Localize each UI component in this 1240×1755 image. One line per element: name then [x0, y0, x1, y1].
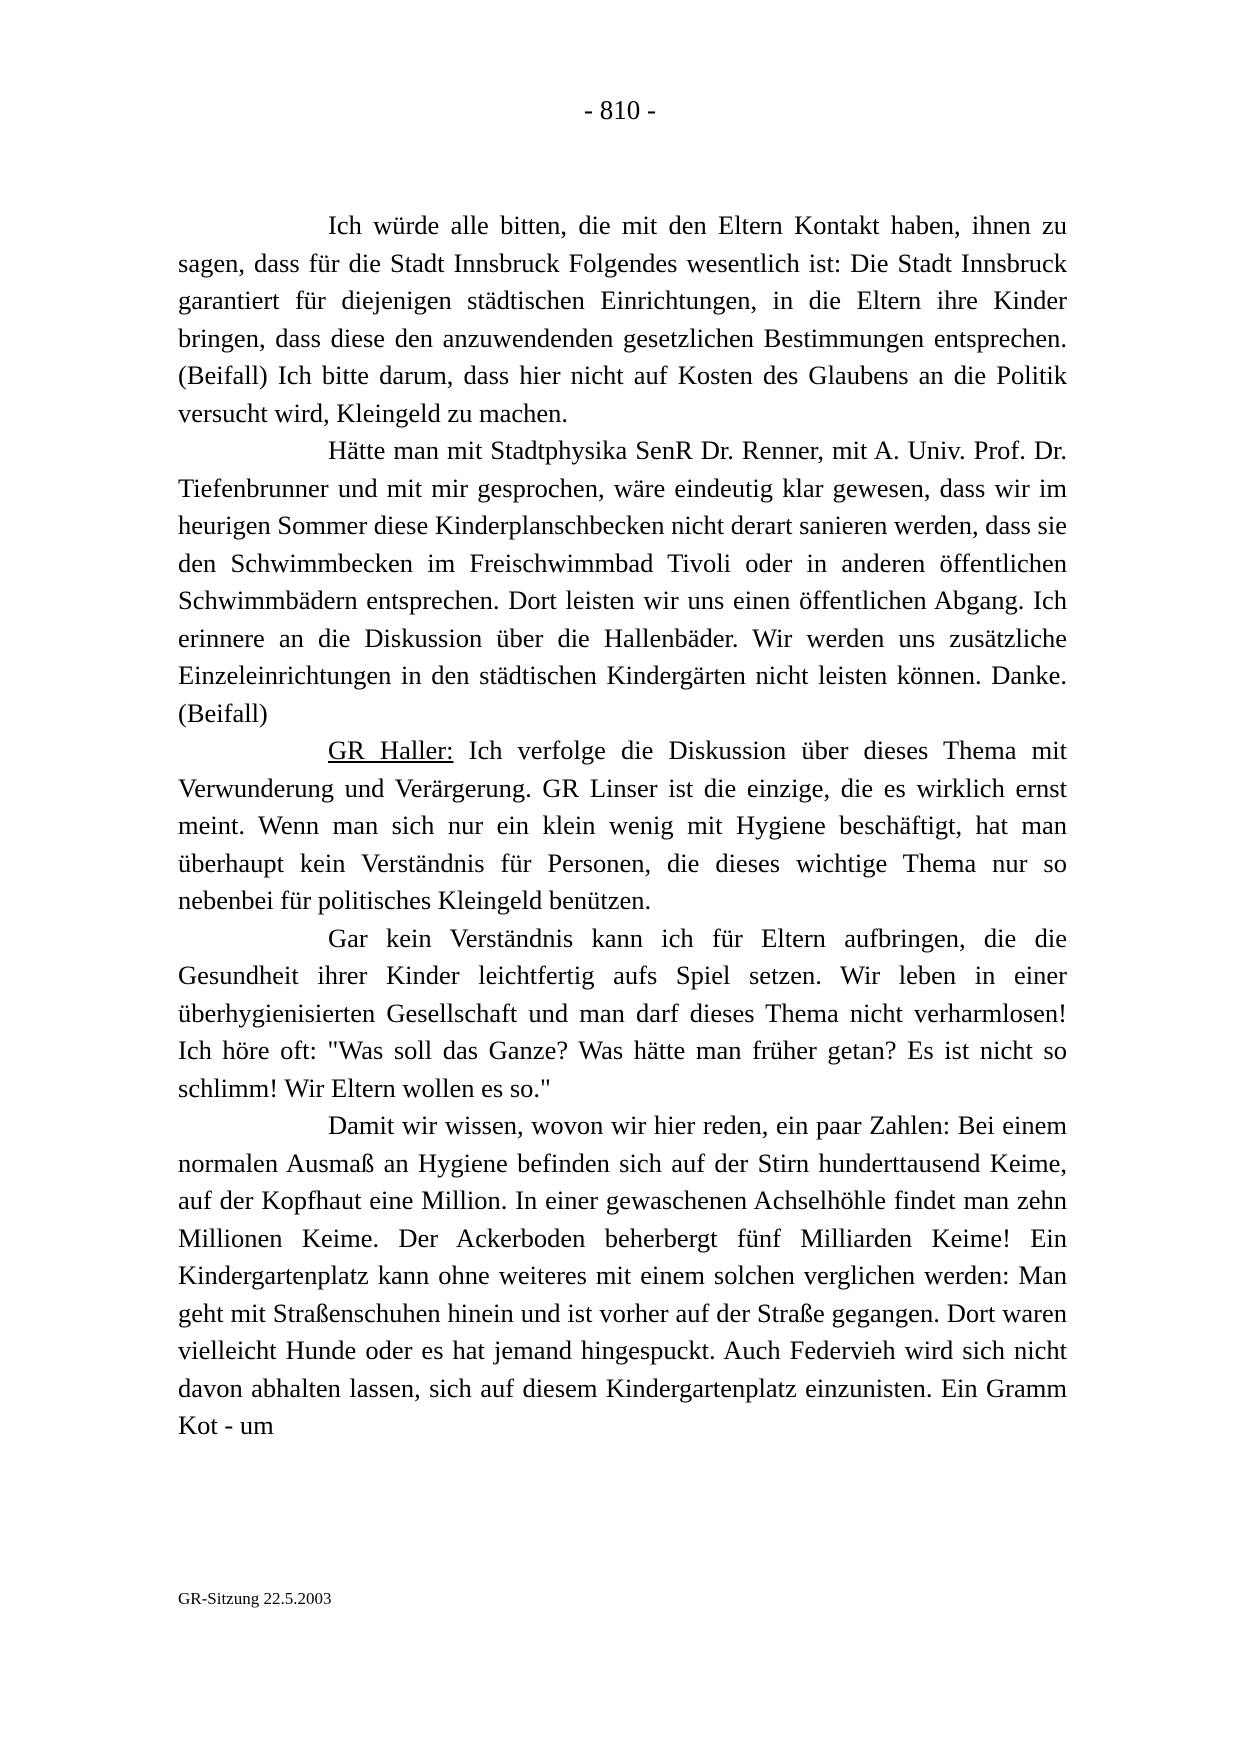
- paragraph: Gar kein Verständnis kann ich für Eltern aufbringen, die die Gesundheit ihrer Kinder leichtfertig aufs Spiel setzen. Wir leben in einer überhygienisierten Gesellschaft und man darf dieses Thema nicht verharmlosen! Ich höre oft: "Was soll das Ganze? Was hätte man früher getan? Es ist nicht so schlimm! Wir Eltern wollen es so.": [178, 922, 1067, 1103]
- speech-paragraph: [178, 732, 1067, 920]
- document-body: [178, 207, 1067, 1445]
- speech-text: Ich verfolge die Diskussion über dieses Thema mit Verwunderung und Verärgerung. GR Linser ist die einzige, die es wirklich ernst meint. Wenn man sich nur ein klein wenig mit Hygiene beschäftigt, hat man überhaupt kein Verständnis für Personen, die dieses wichtige Thema nur so nebenbei für politisches Kleingeld benützen.: [178, 735, 1067, 915]
- page-number: - 810 -: [584, 95, 656, 125]
- paragraph: Hätte man mit Stadtphysika SenR Dr. Renner, mit A. Univ. Prof. Dr. Tiefenbrunner und mit mir gesprochen, wäre eindeutig klar gewesen, dass wir im heurigen Sommer diese Kinderplanschbecken nicht derart sanieren werden, dass sie den Schwimmbecken im Freischwimmbad Tivoli oder in anderen öffentlichen Schwimmbädern entsprechen. Dort leisten wir uns einen öffentlichen Abgang. Ich erinnere an die Diskussion über die Hallenbäder. Wir werden uns zusätzliche Einzeleinrichtungen in den städtischen Kindergärten nicht leisten können. Danke. (Beifall): [178, 435, 1067, 728]
- speaker-name: GR Haller:: [328, 735, 454, 765]
- paragraph: Damit wir wissen, wovon wir hier reden, ein paar Zahlen: Bei einem normalen Ausmaß an Hygiene befinden sich auf der Stirn hunderttausend Keime, auf der Kopfhaut eine Million. In einer gewaschenen Achselhöhle findet man zehn Millionen Keime. Der Ackerboden beherbergt fünf Milliarden Keime! Ein Kindergartenplatz kann ohne weiteres mit einem solchen verglichen werden: Man geht mit Straßenschuhen hinein und ist vorher auf der Straße gegangen. Dort waren vielleicht Hunde oder es hat jemand hingespuckt. Auch Federvieh wird sich nicht davon abhalten lassen, sich auf diesem Kindergartenplatz einzunisten. Ein Gramm Kot - um: [178, 1110, 1067, 1440]
- paragraph: Ich würde alle bitten, die mit den Eltern Kontakt haben, ihnen zu sagen, dass für die Stadt Innsbruck Folgendes wesentlich ist: Die Stadt Innsbruck garantiert für diejenigen städtischen Einrichtungen, in die Eltern ihre Kinder bringen, dass diese den anzuwendenden gesetzlichen Bestimmungen entsprechen. (Beifall) Ich bitte darum, dass hier nicht auf Kosten des Glaubens an die Politik versucht wird, Kleingeld zu machen.: [178, 210, 1067, 428]
- footer-session-date: GR-Sitzung 22.5.2003: [178, 1589, 332, 1608]
